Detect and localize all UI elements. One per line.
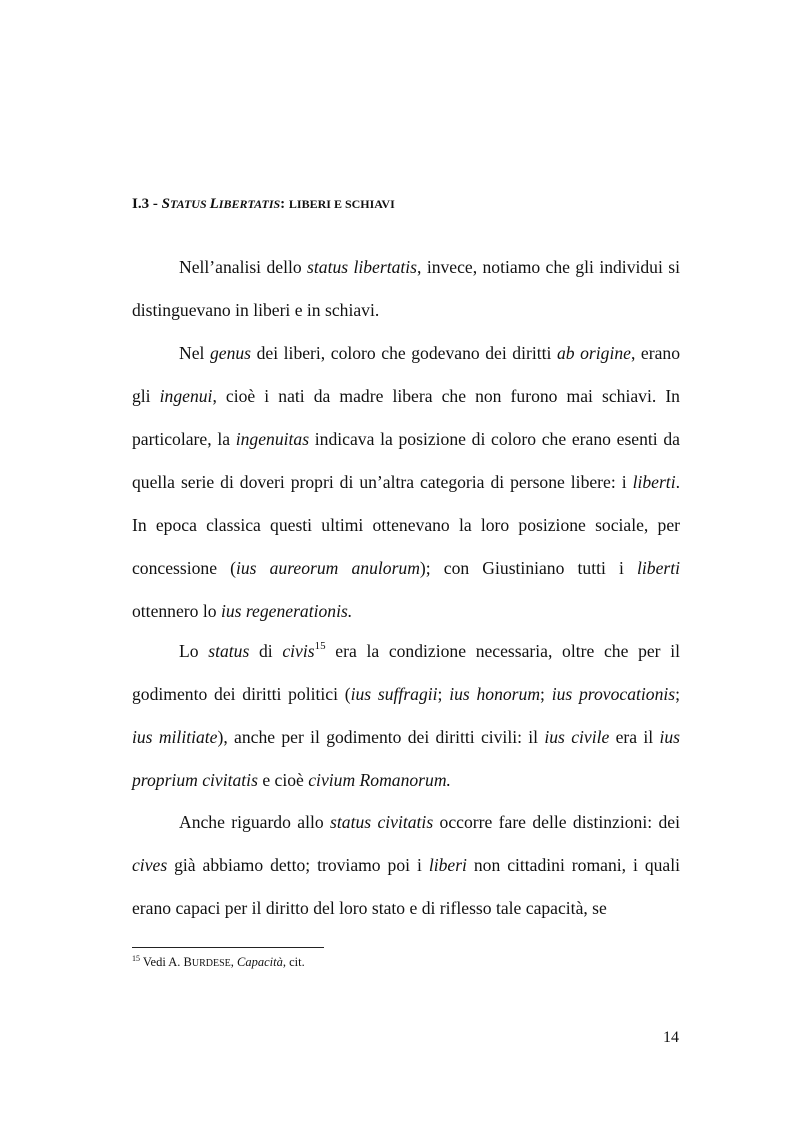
heading-number: I.3 -: [132, 196, 162, 212]
heading-subtitle: LIBERI E SCHIAVI: [288, 197, 395, 211]
footnote-15: $^{15}$ Vedi A. BURDESE, Capacità, cit.: [132, 954, 305, 969]
heading-title: STATUS LIBERTATIS: [161, 196, 281, 212]
page-number: 14: [663, 1029, 679, 1046]
paragraph-3: Lo status di civis$^{15}$ era la condizione necessaria, oltre che per il godimento dei diritti politici (ius suffragii; ius honorum; ius provocationis; ius militiate), anche per il godimento dei diritti civili: il ius civile era il ius proprium civitatis e cioè civium Romanorum.: [132, 640, 681, 790]
footnote-divider: [132, 947, 324, 948]
paragraph-2: Nel genus dei liberi, coloro che godevano dei diritti ab origine, erano gli ingenui, cioè i nati da madre libera che non furono mai schiavi. In particolare, la ingenuitas indicava la posizione di coloro che erano esenti da quella serie di doveri propri di un’altra categoria di persone libere: i liberti. In epoca classica questi ultimi ottenevano la loro posizione sociale, per concessione (ius aureorum anulorum); con Giustiniano tutti i liberti ottennero lo ius regenerationis.: [132, 343, 681, 621]
paragraph-4: Anche riguardo allo status civitatis occorre fare delle distinzioni: dei cives già abbiamo detto; troviamo poi i liberi non cittadini romani, i quali erano capaci per il diritto del loro stato e di riflesso tale capacità, se: [132, 812, 680, 918]
paragraph-1: Nell’analisi dello status libertatis, invece, notiamo che gli individui si distinguevano in liberi e in schiavi.: [132, 257, 680, 320]
footnote-ref[interactable]: 15: [314, 640, 326, 652]
section-heading: I.3 - STATUS LIBERTATIS: LIBERI E SCHIAVI: [132, 196, 395, 212]
